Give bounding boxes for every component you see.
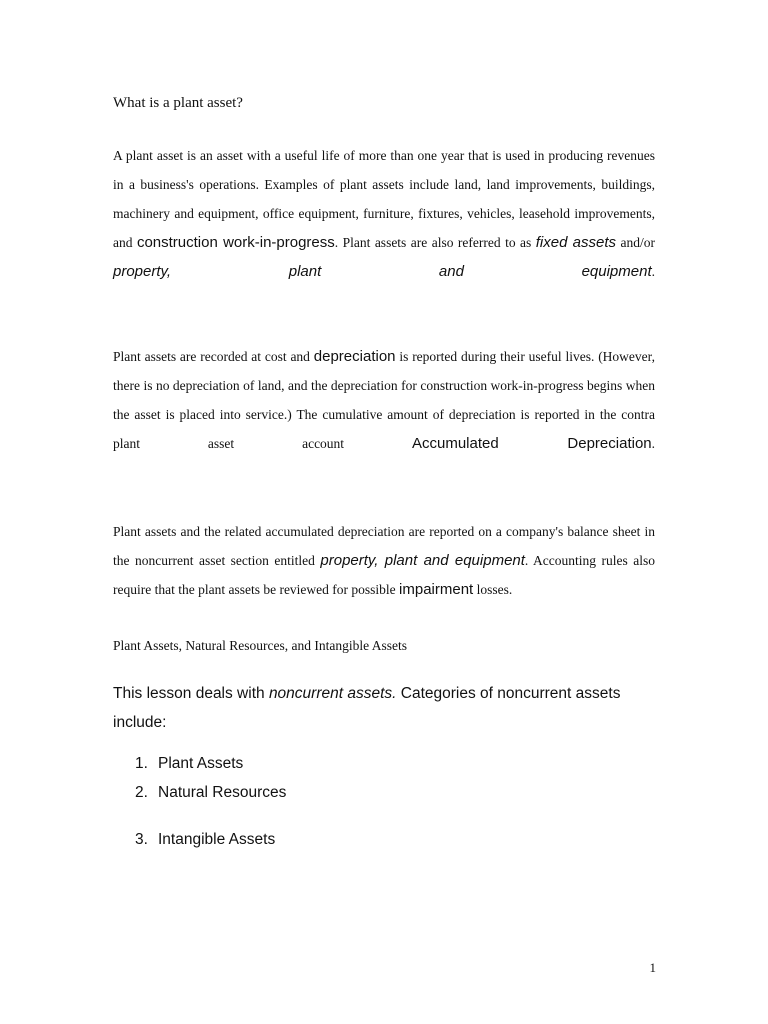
p2-text-1: Plant assets are recorded at cost and [113,349,314,364]
property-plant-equipment-term: property, plant and equipment [113,263,652,280]
depreciation-link[interactable]: depreciation [313,348,396,365]
lesson-text-2: Categories of noncurrent assets include: [113,685,621,731]
p2-text-3: . [651,436,655,451]
p2-text-2: is reported during their useful lives. (However, there is no depreciation of land, and the depreciation for construction work-in-progress begins when the asset is placed into service.) The cumulative amount of depreciation is reported in the contra plant asset account [113,349,655,451]
list-item-text: Plant Assets [158,755,244,772]
lesson-intro [113,679,673,737]
impairment-link[interactable]: impairment [399,581,474,598]
list-item-text: Natural Resources [158,784,287,801]
noncurrent-assets-term: noncurrent assets. [268,685,397,702]
page-title: What is a plant asset? [113,95,243,111]
page-number: 1 [649,960,656,975]
paragraph-plant-asset-definition [113,141,655,286]
p3-text-2: . Accounting rules also require that the plant assets be reviewed for possible [113,553,655,597]
property-plant-equipment-term-2: property, plant and equipment [320,552,525,569]
p1-text-3: and/or [616,235,655,250]
list-number: 3. [135,831,148,848]
p3-text-1: Plant assets and the related accumulated depreciation are reported on a company's balance sheet in the noncurrent asset section entitled [113,524,655,568]
p3-text-3: losses. [473,582,513,597]
list-number: 2. [135,784,148,801]
p1-text-2: . Plant assets are also referred to as [334,235,536,250]
list-item-text: Intangible Assets [158,831,276,848]
fixed-assets-term: fixed assets [535,234,617,251]
list-number: 1. [135,755,148,772]
section-subheading: Plant Assets, Natural Resources, and Intangible Assets [113,638,407,653]
lesson-text-1: This lesson deals with [113,685,269,702]
paragraph-balance-sheet [113,517,655,604]
accumulated-depreciation-link[interactable]: Accumulated Depreciation [411,435,652,452]
construction-work-in-progress-link[interactable]: construction work-in-progress [136,234,335,251]
paragraph-depreciation [113,342,655,458]
p1-text-4: . [651,264,655,279]
p1-text-1: A plant asset is an asset with a useful life of more than one year that is used in producing revenues in a business's operations. Examples of plant assets include land, land improvements, buildings, machinery and equipment, office equipment, furniture, fixtures, vehicles, leasehold improvements, and [113,148,655,250]
